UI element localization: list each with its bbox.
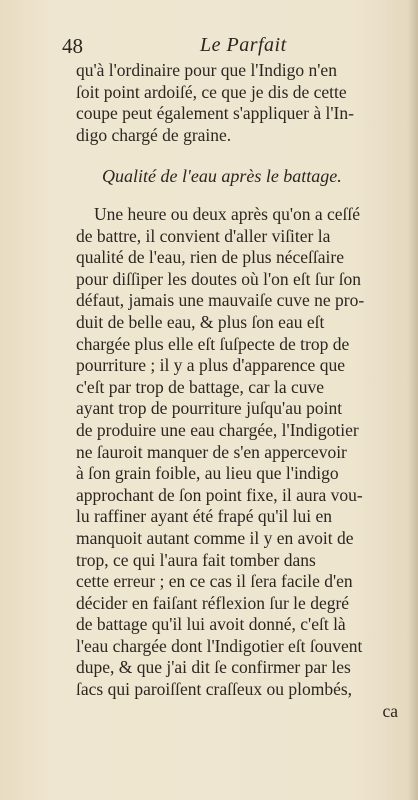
text-line: décider en faiſant réflexion ſur le degré xyxy=(76,592,350,613)
paragraph-continued xyxy=(76,60,418,146)
text-line: qualité de l'eau, rien de plus néceſſaire xyxy=(76,247,344,268)
page-header xyxy=(62,34,402,58)
running-head: Le Parfait xyxy=(200,34,287,56)
text-line: à ſon grain foible, au lieu que l'indigo xyxy=(76,463,339,484)
text-line: chargée plus elle eſt ſuſpecte de trop de xyxy=(76,333,350,354)
text-line: cette erreur ; en ce cas il ſera facile d'en xyxy=(76,571,353,592)
text-line: duit de belle eau, & plus ſon eau eſt xyxy=(76,311,325,332)
text-line: approchant de ſon point fixe, il aura vou- xyxy=(76,484,363,505)
paragraph-main xyxy=(76,204,418,722)
text-line: Une heure ou deux après qu'on a ceſſé xyxy=(94,204,361,224)
section-title: Qualité de l'eau après le battage. xyxy=(102,166,342,186)
text-line: trop, ce qui l'aura fait tomber dans xyxy=(76,549,316,570)
text-line: dupe, & que j'ai dit ſe confirmer par les xyxy=(76,657,351,678)
text-line: lu raffiner ayant été frapé qu'il lui en xyxy=(76,506,332,527)
text-line: de battage qu'il lui avoit donné, c'eſt là xyxy=(76,614,346,635)
text-line: ſacs qui paroiſſent craſſeux ou plombés, xyxy=(76,679,353,700)
catchword: ca xyxy=(382,700,398,721)
text-line: coupe peut également s'appliquer à l'In- xyxy=(76,103,354,124)
page-number: 48 xyxy=(62,34,83,58)
text-line: de battre, il convient d'aller viſiter la xyxy=(76,225,331,246)
text-line: l'eau chargée dont l'Indigotier eſt ſouvent xyxy=(76,635,363,656)
text-line: ne ſauroit manquer de s'en appercevoir xyxy=(76,441,347,462)
text-line: pourriture ; il y a plus d'apparence que xyxy=(76,355,345,376)
text-line: pour diſſiper les doutes où l'on eſt ſur ſon xyxy=(76,268,362,289)
text-line: défaut, jamais une mauvaiſe cuve ne pro- xyxy=(76,290,365,311)
text-line: de produire une eau chargée, l'Indigotier xyxy=(76,419,359,440)
text-line: ſoit point ardoiſé, ce que je dis de cette xyxy=(76,81,347,102)
text-line: c'eſt par trop de battage, car la cuve xyxy=(76,376,325,397)
text-line: ayant trop de pourriture juſqu'au point xyxy=(76,398,343,419)
text-line: digo chargé de graine. xyxy=(76,124,232,145)
text-line: manquoit autant comme il y en avoit de xyxy=(76,527,354,548)
text-line: qu'à l'ordinaire pour que l'Indigo n'en xyxy=(76,60,337,80)
